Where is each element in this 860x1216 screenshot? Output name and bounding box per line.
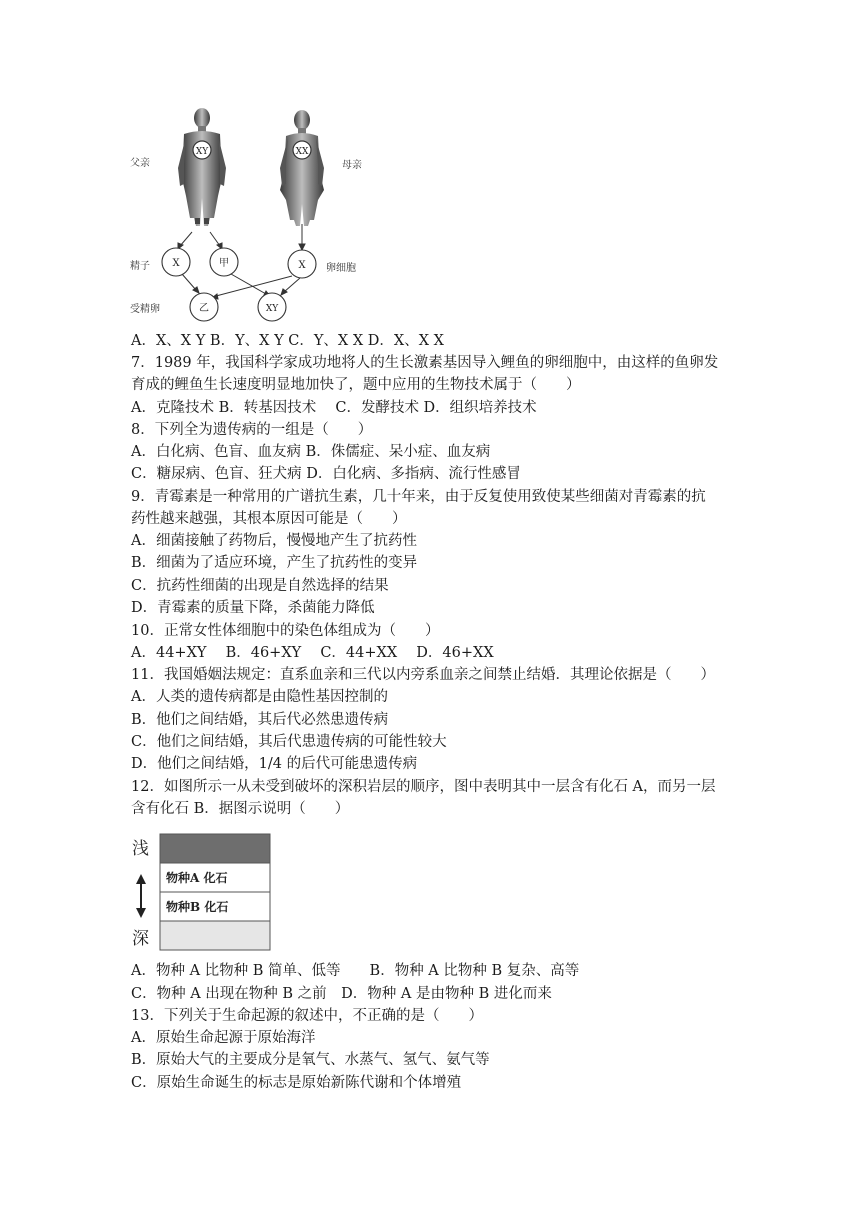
q9-option-a: A．细菌接触了药物后，慢慢地产生了抗药性 bbox=[131, 533, 417, 549]
q11-option-a: A．人类的遗传病都是由隐性基因控制的 bbox=[131, 689, 388, 705]
q12-options-ab: A．物种 A 比物种 B 简单、低等 B．物种 A 比物种 B 复杂、高等 bbox=[131, 963, 580, 979]
egg-x: X bbox=[298, 260, 306, 271]
q13-option-c: C．原始生命诞生的标志是原始新陈代谢和个体增殖 bbox=[131, 1075, 462, 1091]
deep-label: 深 bbox=[132, 929, 149, 949]
top-layer bbox=[160, 834, 270, 863]
zygote-xy: XY bbox=[265, 304, 279, 314]
inheritance-arrows bbox=[178, 224, 305, 299]
q7-options: A．克隆技术 B．转基因技术 C．发酵技术 D．组织培养技术 bbox=[131, 400, 537, 416]
q13-option-a: A．原始生命起源于原始海洋 bbox=[131, 1030, 316, 1046]
q7-stem-2: 育成的鲤鱼生长速度明显地加快了，题中应用的生物技术属于（ ） bbox=[131, 377, 581, 393]
rock-strata-figure bbox=[128, 832, 278, 956]
mother-figure bbox=[280, 110, 324, 226]
q7-stem-1: 7．1989 年，我国科学家成功地将人的生长激素基因导入鲤鱼的卵细胞中，由这样的鱼卵发 bbox=[131, 355, 719, 371]
q12-stem-1: 12．如图所示一从未受到破坏的深积岩层的顺序，图中表明其中一层含有化石 A，而另一层 bbox=[131, 779, 716, 795]
q10-options: A．44+XY B．46+XY C．44+XX D．46+XX bbox=[131, 645, 494, 661]
q8-options-ab: A．白化病、色盲、血友病 B．侏儒症、呆小症、血友病 bbox=[131, 444, 491, 460]
zygote-yi: 乙 bbox=[199, 303, 209, 314]
q12-stem-2: 含有化石 B．据图示说明（ ） bbox=[131, 801, 350, 817]
sperm-x: X bbox=[172, 258, 180, 269]
q12-options-cd: C．物种 A 出现在物种 B 之前 D．物种 A 是由物种 B 进化而来 bbox=[131, 986, 552, 1002]
mother-chromosome-label: XX bbox=[295, 147, 309, 157]
q9-option-c: C．抗药性细菌的出现是自然选择的结果 bbox=[131, 578, 389, 594]
egg-label: 卵细胞 bbox=[326, 263, 356, 274]
q11-stem: 11．我国婚姻法规定：直系血亲和三代以内旁系血亲之间禁止结婚．其理论依据是（ ） bbox=[131, 667, 715, 683]
q9-option-b: B．细菌为了适应环境，产生了抗药性的变异 bbox=[131, 555, 418, 571]
q9-option-d: D．青霉素的质量下降，杀菌能力降低 bbox=[131, 600, 375, 616]
sperm-label: 精子 bbox=[130, 261, 150, 272]
q8-options-cd: C．糖尿病、色盲、狂犬病 D．白化病、多指病、流行性感冒 bbox=[131, 466, 521, 482]
q11-option-c: C．他们之间结婚，其后代患遗传病的可能性较大 bbox=[131, 734, 447, 750]
mother-label: 母亲 bbox=[342, 160, 362, 171]
q9-stem-2: 药性越来越强，其根本原因可能是（ ） bbox=[131, 511, 407, 527]
bottom-layer bbox=[160, 921, 270, 950]
q9-stem-1: 9．青霉素是一种常用的广谱抗生素，几十年来，由于反复使用致使某些细菌对青霉素的抗 bbox=[131, 489, 706, 505]
father-chromosome-label: XY bbox=[195, 147, 209, 157]
layer-b-label: 物种B 化石 bbox=[166, 900, 229, 914]
q13-option-b: B．原始大气的主要成分是氧气、水蒸气、氢气、氨气等 bbox=[131, 1052, 490, 1068]
layer-a-label: 物种A 化石 bbox=[166, 871, 228, 885]
shallow-label: 浅 bbox=[132, 839, 149, 859]
q8-stem: 8．下列全为遗传病的一组是（ ） bbox=[131, 422, 373, 438]
q13-stem: 13．下列关于生命起源的叙述中，不正确的是（ ） bbox=[131, 1008, 483, 1024]
sex-determination-figure bbox=[126, 108, 376, 330]
sperm-jia: 甲 bbox=[219, 258, 229, 269]
depth-arrow bbox=[136, 874, 146, 918]
q10-stem: 10．正常女性体细胞中的染色体组成为（ ） bbox=[131, 623, 440, 639]
father-figure bbox=[178, 108, 226, 226]
q6-options: A．X、X Y B．Y、X Y C．Y、X X D．X、X X bbox=[131, 333, 444, 349]
father-label: 父亲 bbox=[130, 158, 150, 169]
q11-option-b: B．他们之间结婚，其后代必然患遗传病 bbox=[131, 712, 389, 728]
q11-option-d: D．他们之间结婚，1/4 的后代可能患遗传病 bbox=[131, 756, 418, 772]
zygote-label: 受精卵 bbox=[130, 304, 160, 315]
